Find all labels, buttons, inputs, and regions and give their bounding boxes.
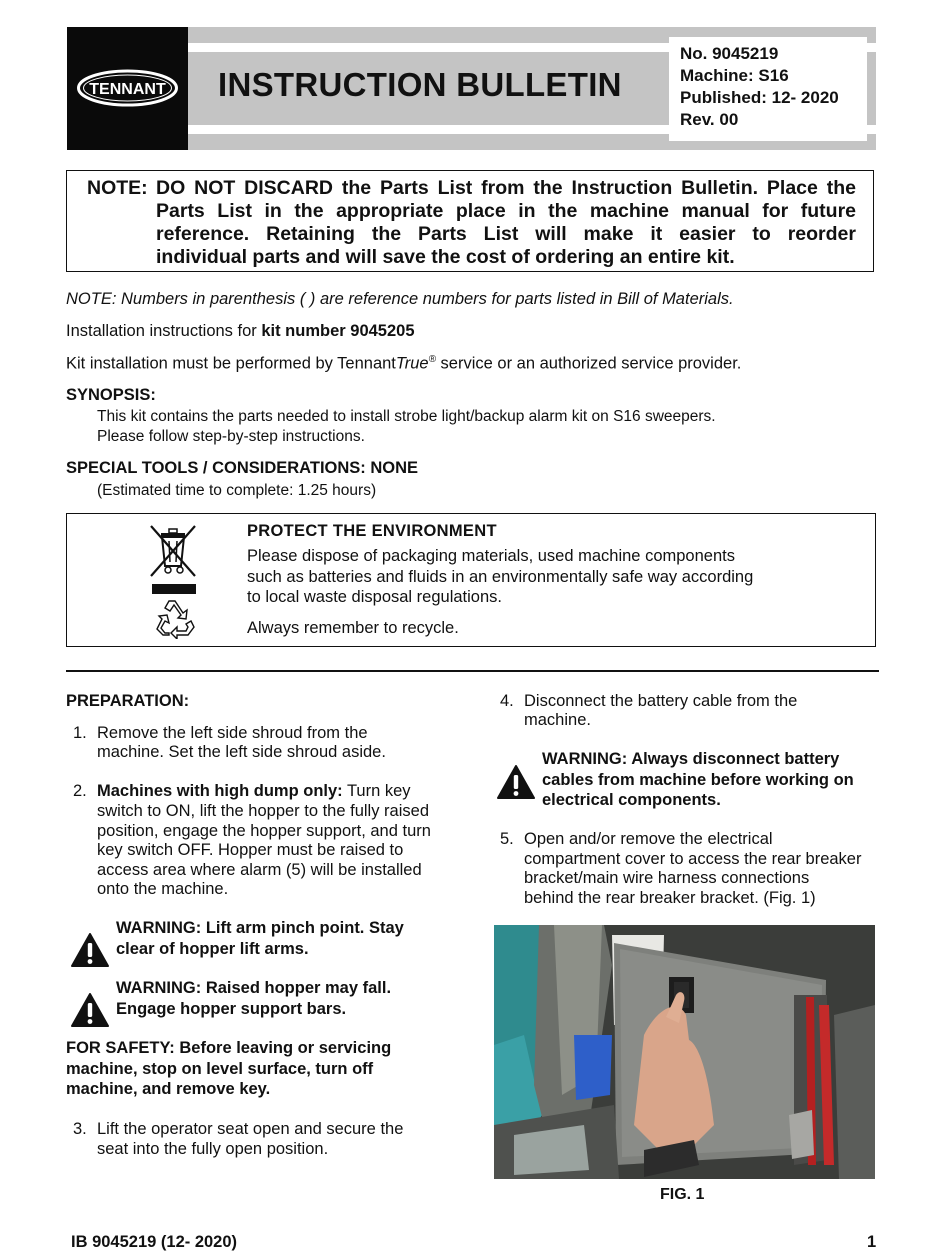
step-5-line: Open and/or remove the electrical xyxy=(524,830,773,848)
section-divider xyxy=(66,670,879,672)
warning-battery-line: cables from machine before working on xyxy=(542,771,854,789)
service-true: True xyxy=(395,354,429,373)
bulletin-machine: Machine: S16 xyxy=(680,66,789,85)
step-2-line: access area where alarm (5) will be installed xyxy=(97,861,422,879)
service-line xyxy=(66,354,741,374)
reference-note: NOTE: Numbers in parenthesis ( ) are reference numbers for parts listed in Bill of Materials. xyxy=(66,290,734,308)
environment-line: Please dispose of packaging materials, used machine components xyxy=(247,547,735,565)
recycle-reminder: Always remember to recycle. xyxy=(247,619,459,637)
step-number: 4. xyxy=(500,692,514,710)
special-tools-heading: SPECIAL TOOLS / CONSIDERATIONS: NONE xyxy=(66,459,419,477)
bulletin-meta xyxy=(669,37,867,141)
step-3-line: Lift the operator seat open and secure the xyxy=(97,1120,404,1138)
step-2-first-rest: Turn key xyxy=(342,782,411,800)
note-line: reference. Retaining the Parts List will make it easier to reorder xyxy=(156,223,856,245)
figure-caption: FIG. 1 xyxy=(660,1186,705,1203)
safety-line: machine, and remove key. xyxy=(66,1080,271,1098)
step-1-line: Remove the left side shroud from the xyxy=(97,724,368,742)
bulletin-published: Published: 12- 2020 xyxy=(680,88,839,107)
estimated-time: (Estimated time to complete: 1.25 hours) xyxy=(97,482,377,499)
environment-line: to local waste disposal regulations. xyxy=(247,588,502,606)
service-suffix: service or an authorized service provider. xyxy=(435,354,742,373)
registered-mark: ® xyxy=(428,354,436,365)
warning-battery-line: WARNING: Always disconnect battery xyxy=(542,750,840,768)
step-2-line: switch to ON, lift the hopper to the fully raised xyxy=(97,802,429,820)
step-number: 3. xyxy=(73,1120,87,1138)
step-2-first-line xyxy=(97,782,411,801)
service-prefix: Kit installation must be performed by Tennant xyxy=(66,354,396,373)
page-title: INSTRUCTION BULLETIN xyxy=(218,66,622,103)
preparation-heading: PREPARATION: xyxy=(66,692,190,710)
crossed-bin-icon xyxy=(147,522,201,594)
note-line: individual parts and will save the cost of ordering an entire kit. xyxy=(156,246,735,268)
note-label: NOTE: xyxy=(87,177,148,199)
parts-list-note-box xyxy=(66,170,874,272)
installation-prefix: Installation instructions for xyxy=(66,322,262,340)
bulletin-number: No. 9045219 xyxy=(680,44,779,63)
logo-text: TENNANT xyxy=(89,81,166,98)
step-2-line: key switch OFF. Hopper must be raised to xyxy=(97,841,404,859)
step-5-line: bracket/main wire harness connections xyxy=(524,869,810,887)
safety-line: FOR SAFETY: Before leaving or servicing xyxy=(66,1039,392,1057)
step-5-line: behind the rear breaker bracket. (Fig. 1) xyxy=(524,889,816,907)
synopsis-heading: SYNOPSIS: xyxy=(66,386,156,404)
page-number: 1 xyxy=(867,1233,877,1251)
warning-icon xyxy=(70,992,110,1028)
step-3-line: seat into the fully open position. xyxy=(97,1140,329,1158)
kit-number: kit number 9045205 xyxy=(261,322,415,340)
recycle-icon xyxy=(153,597,197,639)
step-1-line: machine. Set the left side shroud aside. xyxy=(97,743,386,761)
bulletin-revision: Rev. 00 xyxy=(680,110,739,129)
installation-line xyxy=(66,322,415,341)
warning-battery-line: electrical components. xyxy=(542,791,721,809)
step-number: 5. xyxy=(500,830,514,848)
note-line: DO NOT DISCARD the Parts List from the Instruction Bulletin. Place the xyxy=(156,177,856,199)
footer-document-id: IB 9045219 (12- 2020) xyxy=(71,1233,238,1251)
environment-box xyxy=(66,513,876,647)
warning-icon xyxy=(496,764,536,800)
warning-hopper-line: WARNING: Raised hopper may fall. xyxy=(116,979,392,997)
step-2-line: position, engage the hopper support, and turn xyxy=(97,822,431,840)
synopsis-line: Please follow step-by-step instructions. xyxy=(97,428,365,445)
step-5-line: compartment cover to access the rear breaker xyxy=(524,850,862,868)
step-2-lead: Machines with high dump only: xyxy=(97,782,343,800)
warning-lift-arm-line: WARNING: Lift arm pinch point. Stay xyxy=(116,919,404,937)
fig-1-photo xyxy=(494,925,875,1179)
step-number: 2. xyxy=(73,782,87,800)
warning-hopper-line: Engage hopper support bars. xyxy=(116,1000,347,1018)
tennant-logo xyxy=(67,27,188,150)
tennant-logo-mark xyxy=(67,27,188,150)
warning-icon xyxy=(70,932,110,968)
step-4-line: machine. xyxy=(524,711,591,729)
environment-heading: PROTECT THE ENVIRONMENT xyxy=(247,522,497,540)
synopsis-line: This kit contains the parts needed to install strobe light/backup alarm kit on S16 sweepers. xyxy=(97,408,716,425)
step-number: 1. xyxy=(73,724,87,742)
environment-line: such as batteries and fluids in an environmentally safe way according xyxy=(247,568,754,586)
step-2-line: onto the machine. xyxy=(97,880,229,898)
safety-line: machine, stop on level surface, turn off xyxy=(66,1060,374,1078)
note-line: Parts List in the appropriate place in the machine manual for future xyxy=(156,200,856,222)
step-4-line: Disconnect the battery cable from the xyxy=(524,692,798,710)
warning-lift-arm-line: clear of hopper lift arms. xyxy=(116,940,309,958)
